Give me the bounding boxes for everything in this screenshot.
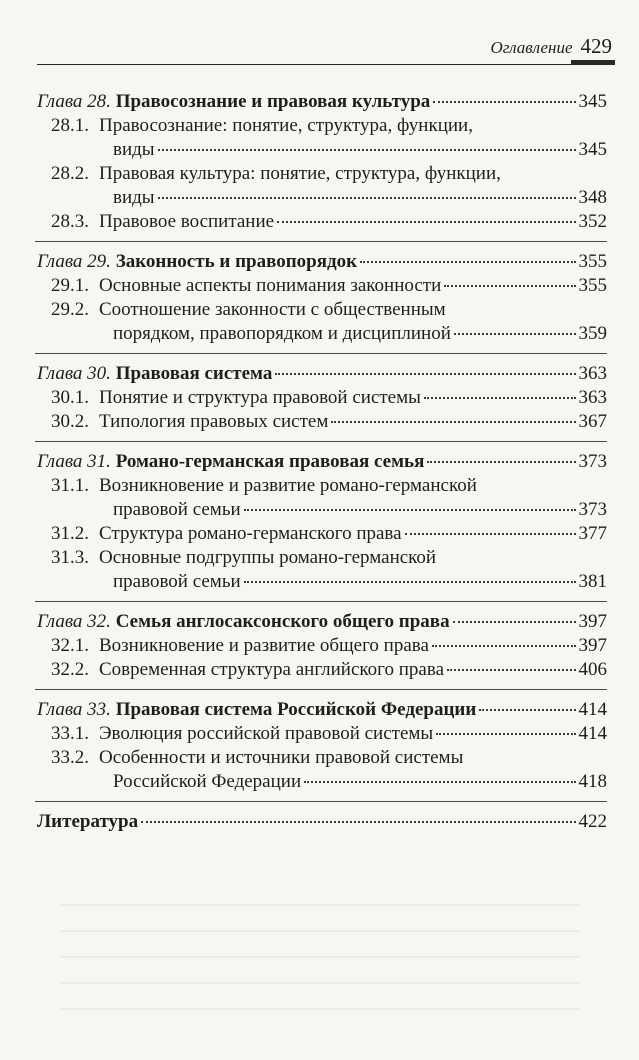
chapter-divider	[35, 689, 607, 690]
section-number: 30.1.	[51, 387, 89, 408]
entry-page-number: 381	[578, 571, 607, 592]
toc-row	[113, 322, 607, 346]
page-number: 429	[580, 34, 612, 58]
chapter-divider	[35, 441, 607, 442]
section-number: 29.2.	[51, 299, 89, 320]
section-title: Правосознание: понятие, структура, функции,	[99, 115, 473, 136]
chapter-entry	[37, 250, 607, 274]
entry-label	[51, 474, 477, 498]
chapter-entry	[37, 698, 607, 722]
section-first-line	[51, 746, 607, 770]
chapter-label: Глава 31.	[37, 451, 111, 472]
section-entry	[37, 162, 607, 210]
chapter-entry	[37, 90, 607, 114]
entry-label	[37, 250, 357, 274]
section-continuation	[51, 498, 607, 522]
section-first-line	[51, 162, 607, 186]
dot-leader	[244, 509, 576, 511]
running-header	[37, 34, 612, 60]
dot-leader	[275, 373, 575, 375]
section-number: 29.1.	[51, 275, 89, 296]
section-first-line	[51, 114, 607, 138]
dot-leader	[277, 221, 575, 223]
section-title: Особенности и источники правовой системы	[99, 747, 464, 768]
chapter-divider	[35, 353, 607, 354]
section-title-cont: правовой семьи	[113, 571, 241, 592]
section-title-cont: виды	[113, 139, 155, 160]
section-title: Возникновение и развитие романо-германской	[99, 475, 477, 496]
toc-row	[37, 362, 607, 386]
header-rule	[37, 64, 597, 65]
section-number: 30.2.	[51, 411, 89, 432]
toc-row	[51, 634, 607, 658]
dot-leader	[304, 781, 575, 783]
entry-page-number: 377	[578, 523, 607, 544]
entry-label	[37, 698, 476, 722]
section-number: 31.2.	[51, 523, 89, 544]
dot-leader	[436, 733, 575, 735]
dot-leader	[454, 333, 576, 335]
entry-label	[51, 162, 501, 186]
entry-label	[51, 298, 446, 322]
toc-row	[113, 498, 607, 522]
entry-page-number: 397	[578, 611, 607, 632]
entry-page-number: 363	[578, 363, 607, 384]
section-title: Правовая культура: понятие, структура, функции,	[99, 163, 501, 184]
entry-page-number: 355	[578, 251, 607, 272]
section-number: 32.2.	[51, 659, 89, 680]
chapter-entry	[37, 610, 607, 634]
entry-label	[51, 722, 433, 746]
dot-leader	[244, 581, 576, 583]
table-of-contents	[37, 90, 607, 834]
dot-leader	[447, 669, 576, 671]
section-entry	[37, 274, 607, 298]
toc-row	[37, 810, 607, 834]
chapter-title: Законность и правопорядок	[115, 251, 358, 272]
entry-label	[113, 138, 155, 162]
section-number: 31.3.	[51, 547, 89, 568]
dot-leader	[444, 285, 575, 287]
section-number: 32.1.	[51, 635, 89, 656]
section-title: Возникновение и развитие общего права	[99, 635, 429, 656]
entry-label	[51, 658, 444, 682]
section-number: 33.1.	[51, 723, 89, 744]
section-entry	[37, 722, 607, 746]
entry-page-number: 355	[578, 275, 607, 296]
section-number: 31.1.	[51, 475, 89, 496]
section-entry	[37, 410, 607, 434]
entry-page-number: 422	[578, 811, 607, 832]
section-entry	[37, 298, 607, 346]
chapter-divider	[35, 601, 607, 602]
chapter-title: Правовая система Российской Федерации	[115, 699, 477, 720]
section-first-line	[51, 298, 607, 322]
section-entry	[37, 474, 607, 522]
dot-leader	[331, 421, 575, 423]
literature-entry	[37, 810, 607, 834]
section-title-cont: виды	[113, 187, 155, 208]
chapter-label: Глава 29.	[37, 251, 111, 272]
chapter-title: Романо-германская правовая семья	[115, 451, 425, 472]
dot-leader	[141, 821, 575, 823]
entry-label	[51, 522, 402, 546]
toc-row	[37, 90, 607, 114]
section-number: 28.2.	[51, 163, 89, 184]
section-entry	[37, 114, 607, 162]
header-rule-accent	[571, 60, 615, 65]
section-title: Соотношение законности с общественным	[99, 299, 446, 320]
section-continuation	[51, 138, 607, 162]
running-header-title: Оглавление	[490, 38, 573, 57]
entry-label	[51, 386, 421, 410]
section-title: Основные аспекты понимания законности	[99, 275, 442, 296]
entry-label	[51, 746, 463, 770]
entry-label	[113, 770, 301, 794]
dot-leader	[453, 621, 576, 623]
chapter-entry	[37, 362, 607, 386]
section-continuation	[51, 770, 607, 794]
toc-row	[51, 386, 607, 410]
section-title: Основные подгруппы романо-германской	[99, 547, 437, 568]
toc-row	[51, 722, 607, 746]
show-through-text	[60, 900, 580, 1010]
toc-row	[37, 698, 607, 722]
dot-leader	[158, 149, 576, 151]
section-title: Современная структура английского права	[99, 659, 444, 680]
entry-page-number: 373	[578, 499, 607, 520]
section-entry	[37, 386, 607, 410]
section-continuation	[51, 322, 607, 346]
dot-leader	[433, 101, 575, 103]
entry-page-number: 414	[578, 723, 607, 744]
entry-label	[113, 186, 155, 210]
dot-leader	[360, 261, 575, 263]
section-first-line	[51, 546, 607, 570]
entry-page-number: 345	[578, 139, 607, 160]
chapter-label: Глава 32.	[37, 611, 111, 632]
section-entry	[37, 546, 607, 594]
section-entry	[37, 658, 607, 682]
toc-row	[37, 250, 607, 274]
entry-label	[51, 410, 328, 434]
dot-leader	[427, 461, 575, 463]
entry-label	[113, 570, 241, 594]
chapter-divider	[35, 241, 607, 242]
entry-page-number: 363	[578, 387, 607, 408]
section-entry	[37, 522, 607, 546]
entry-page-number: 418	[578, 771, 607, 792]
toc-row	[51, 274, 607, 298]
chapter-entry	[37, 450, 607, 474]
section-title-cont: правовой семьи	[113, 499, 241, 520]
section-title-cont: порядком, правопорядком и дисциплиной	[113, 323, 451, 344]
section-title: Типология правовых систем	[99, 411, 329, 432]
toc-row	[51, 522, 607, 546]
dot-leader	[479, 709, 575, 711]
section-title: Эволюция российской правовой системы	[99, 723, 434, 744]
entry-page-number: 367	[578, 411, 607, 432]
chapter-label: Глава 33.	[37, 699, 111, 720]
section-entry	[37, 634, 607, 658]
entry-page-number: 348	[578, 187, 607, 208]
entry-label	[51, 274, 441, 298]
entry-label	[37, 90, 430, 114]
entry-label	[37, 450, 424, 474]
dot-leader	[432, 645, 576, 647]
section-entry	[37, 746, 607, 794]
literature-title: Литература	[37, 811, 139, 832]
entry-label	[113, 322, 451, 346]
section-number: 28.1.	[51, 115, 89, 136]
entry-label	[37, 362, 272, 386]
dot-leader	[424, 397, 576, 399]
toc-row	[113, 570, 607, 594]
entry-page-number: 359	[578, 323, 607, 344]
chapter-label: Глава 28.	[37, 91, 111, 112]
entry-page-number: 406	[578, 659, 607, 680]
chapter-title: Правосознание и правовая культура	[115, 91, 431, 112]
entry-page-number: 414	[578, 699, 607, 720]
toc-row	[113, 138, 607, 162]
chapter-title: Правовая система	[115, 363, 273, 384]
toc-row	[113, 770, 607, 794]
toc-row	[51, 410, 607, 434]
toc-row	[37, 450, 607, 474]
section-number: 28.3.	[51, 211, 89, 232]
section-number: 33.2.	[51, 747, 89, 768]
entry-page-number: 397	[578, 635, 607, 656]
section-entry	[37, 210, 607, 234]
entry-label	[37, 810, 138, 834]
section-title: Правовое воспитание	[99, 211, 275, 232]
entry-label	[51, 114, 473, 138]
toc-row	[51, 658, 607, 682]
chapter-divider	[35, 801, 607, 802]
toc-row	[113, 186, 607, 210]
section-continuation	[51, 186, 607, 210]
section-title: Структура романо-германского права	[99, 523, 402, 544]
entry-page-number: 352	[578, 211, 607, 232]
chapter-label: Глава 30.	[37, 363, 111, 384]
dot-leader	[158, 197, 576, 199]
section-first-line	[51, 474, 607, 498]
entry-page-number: 373	[578, 451, 607, 472]
entry-label	[113, 498, 241, 522]
section-title-cont: Российской Федерации	[113, 771, 302, 792]
toc-row	[37, 610, 607, 634]
dot-leader	[405, 533, 576, 535]
entry-label	[37, 610, 450, 634]
entry-label	[51, 634, 429, 658]
entry-label	[51, 210, 274, 234]
chapter-title: Семья англосаксонского общего права	[115, 611, 450, 632]
section-title: Понятие и структура правовой системы	[99, 387, 421, 408]
entry-page-number: 345	[578, 91, 607, 112]
section-continuation	[51, 570, 607, 594]
toc-row	[51, 210, 607, 234]
entry-label	[51, 546, 436, 570]
